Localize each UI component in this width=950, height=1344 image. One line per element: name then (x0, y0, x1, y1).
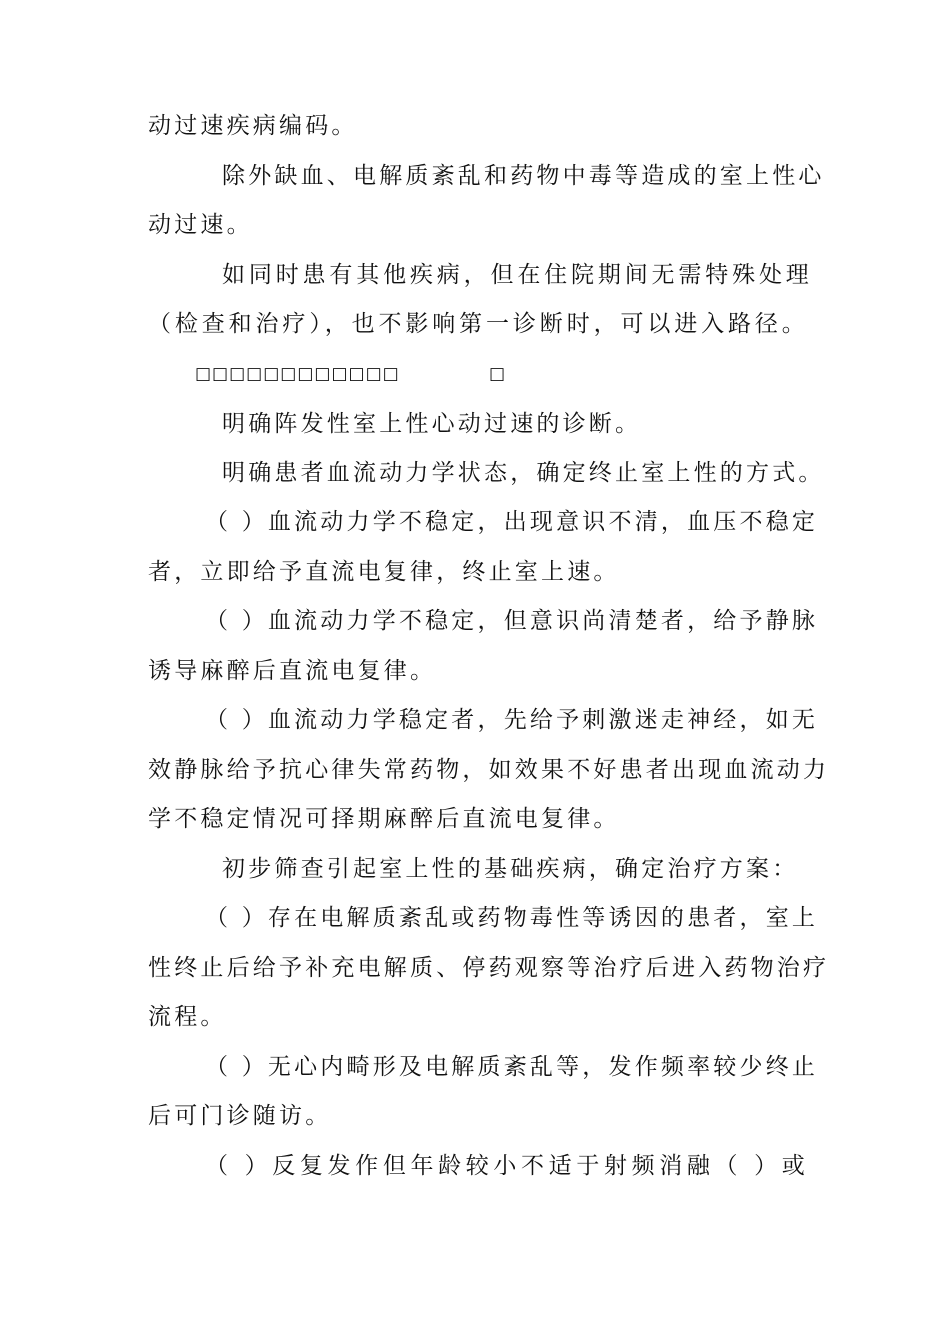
text-line: 效静脉给予抗心律失常药物，如效果不好患者出现血流动力 (148, 757, 830, 783)
text-line: 如同时患有其他疾病，但在住院期间无需特殊处理 (222, 262, 812, 288)
list-item: （ ）存在电解质紊乱或药物毒性等诱因的患者，室上 (205, 905, 819, 931)
section-heading-tail: □ (489, 364, 506, 384)
text-line: （检查和治疗），也不影响第一诊断时，可以进入路径。 (148, 311, 808, 337)
text-line: 初步筛查引起室上性的基础疾病，确定治疗方案： (222, 856, 799, 882)
text-line: 后可门诊随访。 (148, 1103, 332, 1129)
text-line: 除外缺血、电解质紊乱和药物中毒等造成的室上性心 (222, 163, 825, 189)
list-item: （ ）血流动力学不稳定，出现意识不清，血压不稳定 (205, 509, 819, 535)
list-item: （ ）血流动力学稳定者，先给予刺激迷走神经，如无 (205, 707, 819, 733)
text-line: 者，立即给予直流电复律，终止室上速。 (148, 559, 620, 585)
text-line: 动过速。 (148, 212, 253, 238)
text-line: 明确患者血流动力学状态，确定终止室上性的方式。 (222, 460, 825, 486)
text-line: 学不稳定情况可择期麻醉后直流电复律。 (148, 806, 620, 832)
text-line: 性终止后给予补充电解质、停药观察等治疗后进入药物治疗 (148, 955, 830, 981)
text-line: 流程。 (148, 1004, 227, 1030)
text-line: 明确阵发性室上性心动过速的诊断。 (222, 411, 642, 437)
text-line: 诱导麻醉后直流电复律。 (148, 658, 437, 684)
list-item: （ ）无心内畸形及电解质紊乱等，发作频率较少终止 (205, 1054, 819, 1080)
list-item: （ ）反复发作但年龄较小不适于射频消融（ ）或 (205, 1153, 808, 1179)
text-line: 动过速疾病编码。 (148, 113, 358, 139)
section-heading: □□□□□□□□□□□□ (195, 364, 400, 384)
list-item: （ ）血流动力学不稳定，但意识尚清楚者，给予静脉 (205, 608, 819, 634)
